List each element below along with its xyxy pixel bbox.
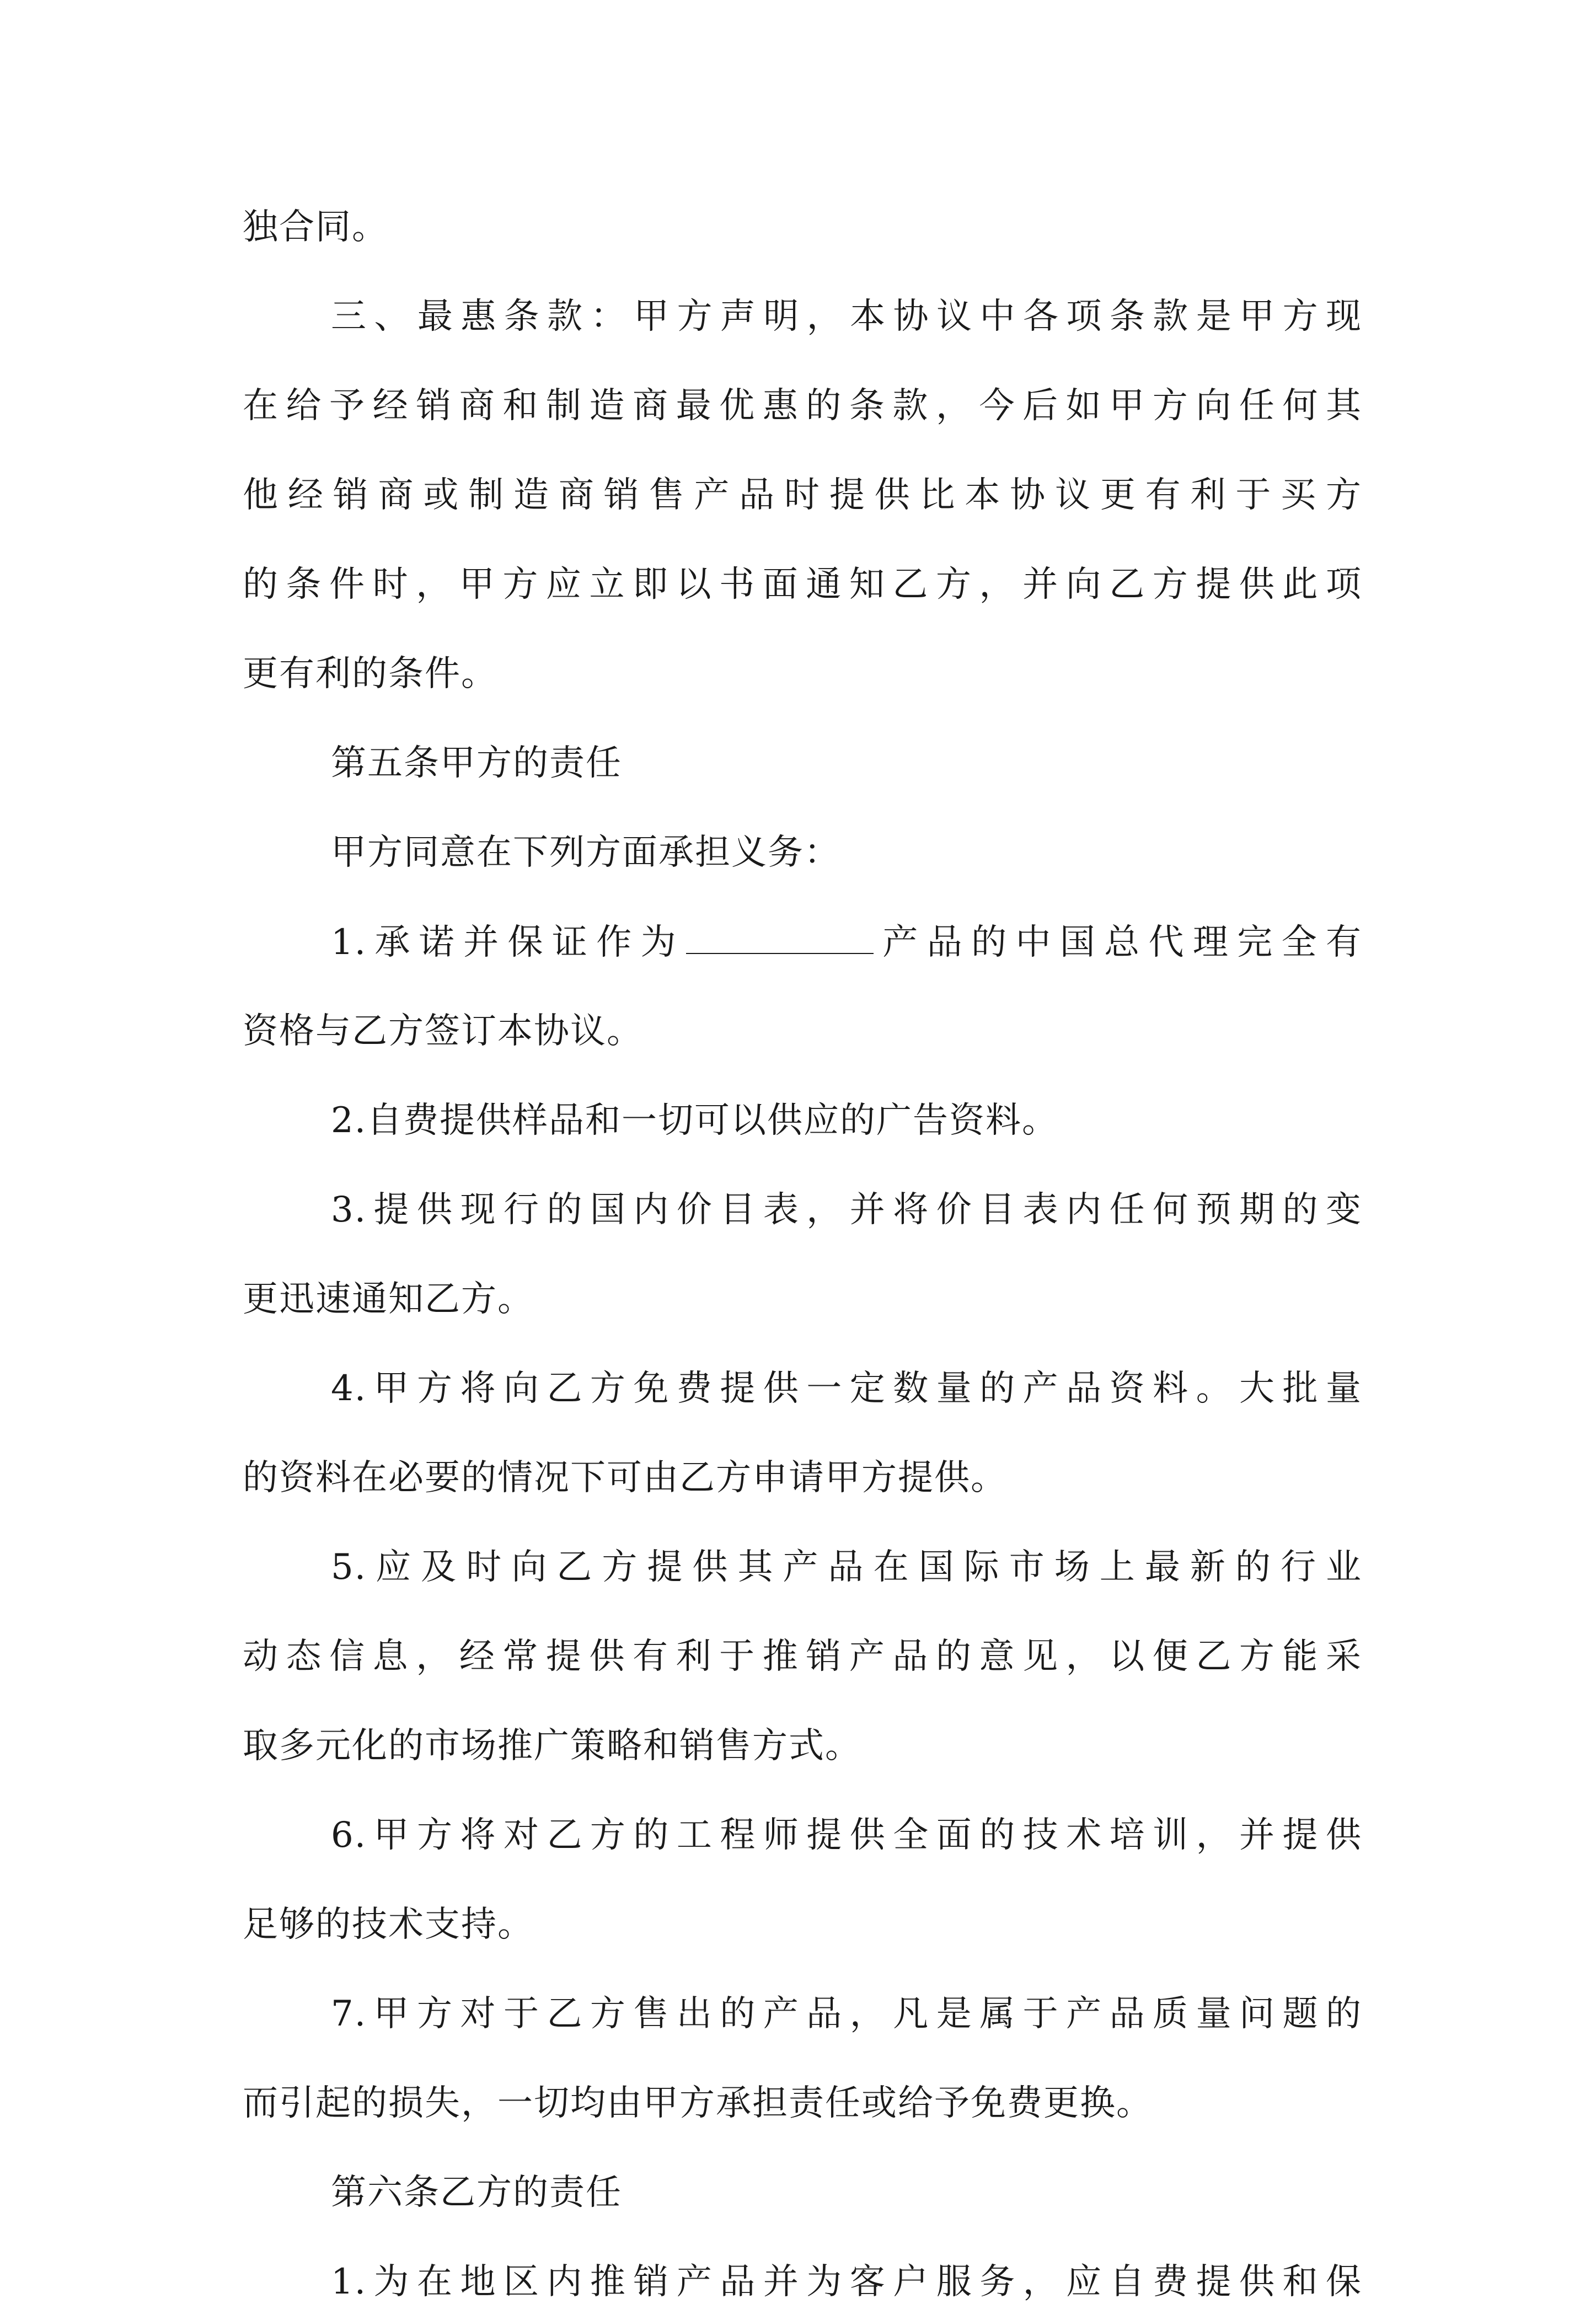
item-1-text-start: 1.承诺并保证作为 [331, 922, 685, 963]
article-5-item-7-line: 7.甲方对于乙方售出的产品，凡是属于产品质量问题的 [331, 1994, 1362, 2034]
article-5-item-1-line [331, 920, 1362, 965]
fill-in-blank [686, 920, 874, 954]
article-5-intro: 甲方同意在下列方面承担义务： [331, 832, 840, 873]
article-5-item-3-line: 更迅速通知乙方。 [243, 1279, 534, 1320]
article-5-item-5-line: 动态信息，经常提供有利于推销产品的意见，以便乙方能采 [243, 1636, 1362, 1677]
article-5-title: 第五条甲方的责任 [331, 743, 622, 784]
article-5-item-5-line: 5.应及时向乙方提供其产品在国际市场上最新的行业 [331, 1547, 1362, 1588]
article-5-item-5-line: 取多元化的市场推广策略和销售方式。 [243, 1726, 861, 1766]
article-5-item-7-line: 而引起的损失，一切均由甲方承担责任或给予免费更换。 [243, 2083, 1153, 2124]
most-favored-clause-line: 的条件时，甲方应立即以书面通知乙方，并向乙方提供此项 [243, 564, 1362, 605]
item-1-text-end: 产品的中国总代理完全有 [874, 922, 1362, 963]
most-favored-clause-line: 更有利的条件。 [243, 653, 497, 694]
most-favored-clause-line: 在给予经销商和制造商最优惠的条款，今后如甲方向任何其 [243, 385, 1362, 426]
article-5-item-3-line: 3.提供现行的国内价目表，并将价目表内任何预期的变 [331, 1189, 1362, 1230]
article-5-item-4-line: 的资料在必要的情况下可由乙方申请甲方提供。 [243, 1458, 1007, 1498]
article-5-item-4-line: 4.甲方将向乙方免费提供一定数量的产品资料。大批量 [331, 1368, 1362, 1409]
most-favored-clause-line: 他经销商或制造商销售产品时提供比本协议更有利于买方 [243, 475, 1362, 516]
article-5-item-6-line: 足够的技术支持。 [243, 1904, 534, 1945]
article-5-item-1-line: 资格与乙方签订本协议。 [243, 1011, 643, 1052]
paragraph-continuation: 独合同。 [243, 207, 388, 248]
article-6-title: 第六条乙方的责任 [331, 2172, 622, 2213]
most-favored-clause-line: 三、最惠条款：甲方声明，本协议中各项条款是甲方现 [331, 296, 1362, 337]
article-5-item-2: 2.自费提供样品和一切可以供应的广告资料。 [331, 1100, 1059, 1141]
article-5-item-6-line: 6.甲方将对乙方的工程师提供全面的技术培训，并提供 [331, 1815, 1362, 1856]
article-6-item-1-line: 1.为在地区内推销产品并为客户服务，应自费提供和保 [331, 2262, 1362, 2302]
